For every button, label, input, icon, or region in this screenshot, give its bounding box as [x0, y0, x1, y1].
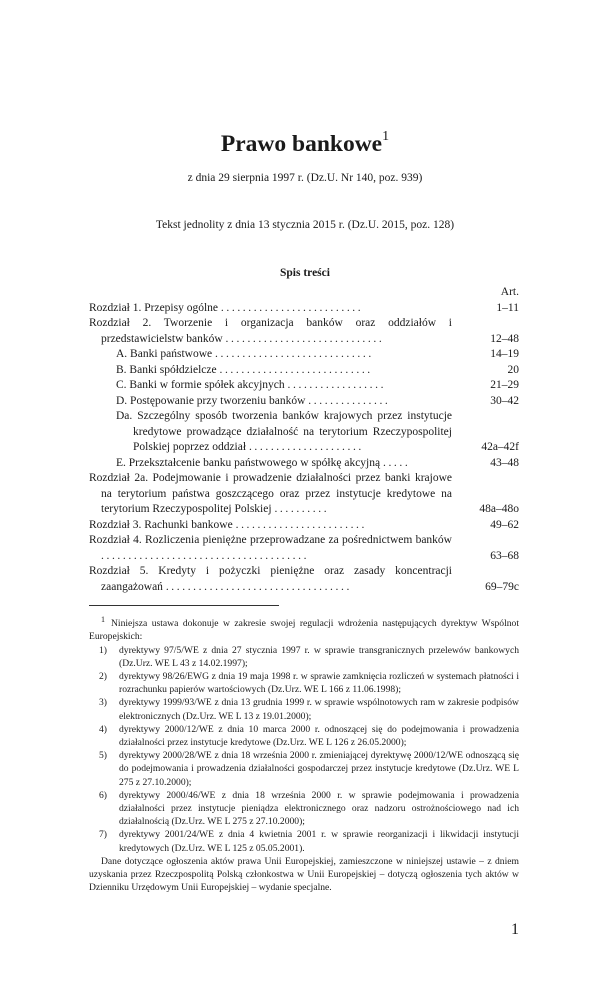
list-item: 4) dyrektywy 2000/12/WE z dnia 10 marca 2000 r. odnoszącej się do podejmowania i prowadzenia działalności przez instytucje kredytowe (Dz.Urz. WE L 126 z 26.05.2000);	[99, 723, 519, 749]
list-item: 3) dyrektywy 1999/93/WE z dnia 13 grudnia 1999 r. w sprawie wspólnotowych ram w zakresie podpisów elektronicznych (Dz.Urz. WE L 13 z 19.01.2000);	[99, 697, 519, 722]
toc-row-articles: 1–11	[496, 301, 519, 314]
toc-row-articles: 21–29	[490, 379, 519, 391]
footnote	[89, 613, 519, 894]
list-item: 5) dyrektywy 2000/28/WE z dnia 18 września 2000 r. zmieniającej dyrektywę 2000/12/WE odnoszącą się do podejmowania i prowadzenia działalności gospodarczej przez instytucje kredytowe (Dz.Urz. WE L 275 z 27.10.2000);	[99, 750, 519, 788]
toc-row-articles: 69–79c	[485, 580, 519, 593]
toc-row[interactable]: D. Postępowanie przy tworzeniu banków ............... 30–42	[89, 394, 519, 410]
table-of-contents	[89, 285, 519, 595]
toc-row-articles: 42a–42f	[481, 441, 519, 453]
act-date-line: z dnia 29 sierpnia 1997 r. (Dz.U. Nr 140, poz. 939)	[187, 172, 423, 184]
page-number: 1	[511, 921, 519, 938]
toc-row[interactable]: Rozdział 4. Rozliczenia pieniężne przeprowadzane za pośrednictwem banków ...................................... 63–68	[89, 533, 519, 564]
toc-row[interactable]: Rozdział 2a. Podejmowanie i prowadzenie działalności przez banki krajowe na terytorium państwa goszczącego oraz przez instytucje kredytowe na terytorium Rzeczypospolitej Polskiej .......... 48a–48o	[89, 471, 519, 518]
toc-row[interactable]: Rozdział 3. Rachunki bankowe ........................ 49–62	[89, 518, 519, 534]
toc-row[interactable]: A. Banki państwowe ............................. 14–19	[89, 347, 519, 363]
toc-row[interactable]: Rozdział 1. Przepisy ogólne .......................... 1–11	[89, 301, 519, 317]
list-item: 6) dyrektywy 2000/46/WE z dnia 18 września 2000 r. w sprawie podejmowania i prowadzenia działalności przez instytucje pieniądza elektronicznego oraz nadzoru ostrożnościowego nad ich działalnością (Dz.Urz. WE L 275 z 27.10.2000);	[99, 789, 519, 828]
toc-row[interactable]: C. Banki w formie spółek akcyjnych .................. 21–29	[89, 378, 519, 394]
page-title: Prawo bankowe$^1$	[220, 129, 390, 157]
footnote-mark: 1	[101, 615, 105, 624]
toc-row[interactable]: B. Banki spółdzielcze ............................ 20	[89, 363, 519, 379]
toc-row[interactable]: E. Przekształcenie banku państwowego w spółkę akcyjną ..... 43–48	[89, 456, 519, 472]
footnote-intro: $^1$ Niniejsza ustawa dokonuje w zakresie swojej regulacji wdrożenia następujących dyrektyw Wspólnot Europejskich:	[89, 615, 519, 643]
title-footnote-mark: 1	[382, 129, 390, 144]
toc-row-articles: 20	[507, 363, 519, 376]
toc-row[interactable]: Rozdział 5. Kredyty i pożyczki pieniężne oraz zasady koncentracji zaangażowań .................................. 69–79c	[89, 564, 519, 595]
toc-row[interactable]: Rozdział 2. Tworzenie i organizacja banków oraz oddziałów i przedstawicielstw banków ............................. 12–48	[89, 316, 519, 347]
toc-row-articles: 30–42	[490, 394, 519, 407]
toc-row-articles: 43–48	[490, 456, 519, 469]
toc-row-articles: 48a–48o	[479, 503, 519, 515]
footnote-publication-note: Dane dotyczące ogłoszenia aktów prawa Unii Europejskiej, zamieszczone w niniejszej ustawie – z dniem uzyskania przez Rzeczpospolitą Polską członkostwa w Unii Europejskiej – dotyczą ogłoszenia tych aktów w Dzienniku Urzędowym Unii Europejskiej – wydanie specjalne.	[89, 855, 519, 894]
directive-list	[89, 644, 519, 855]
toc-heading: Spis treści	[280, 267, 330, 279]
toc-art-label: Art.	[500, 286, 519, 298]
toc-row[interactable]: Da. Szczególny sposób tworzenia banków krajowych przez instytucje kredytowe prowadzące działalność na terytorium Rzeczypospolitej Polskiej poprzez oddział ..................... 42a–42f	[89, 409, 519, 456]
footnote-divider	[89, 605, 279, 606]
list-item: 2) dyrektywy 98/26/EWG z dnia 19 maja 1998 r. w sprawie zamknięcia rozliczeń w systemach płatności i rozrachunku papierów wartościowych (Dz.Urz. WE L 166 z 11.06.1998);	[99, 671, 519, 696]
list-item: 7) dyrektywy 2001/24/WE z dnia 4 kwietnia 2001 r. w sprawie reorganizacji i likwidacji instytucji kredytowych (Dz.Urz. WE L 125 z 05.05.2001).	[99, 829, 519, 854]
toc-row-articles: 14–19	[490, 348, 519, 360]
list-item: 1) dyrektywy 97/5/WE z dnia 27 stycznia 1997 r. w sprawie transgranicznych przelewów bankowych (Dz.Urz. WE L 43 z 14.02.1997);	[99, 644, 519, 669]
toc-row-articles: 49–62	[490, 518, 519, 531]
toc-row-articles: 63–68	[490, 549, 519, 562]
consolidated-text-line: Tekst jednolity z dnia 13 stycznia 2015 r. (Dz.U. 2015, poz. 128)	[155, 219, 455, 231]
toc-row-articles: 12–48	[490, 332, 519, 345]
